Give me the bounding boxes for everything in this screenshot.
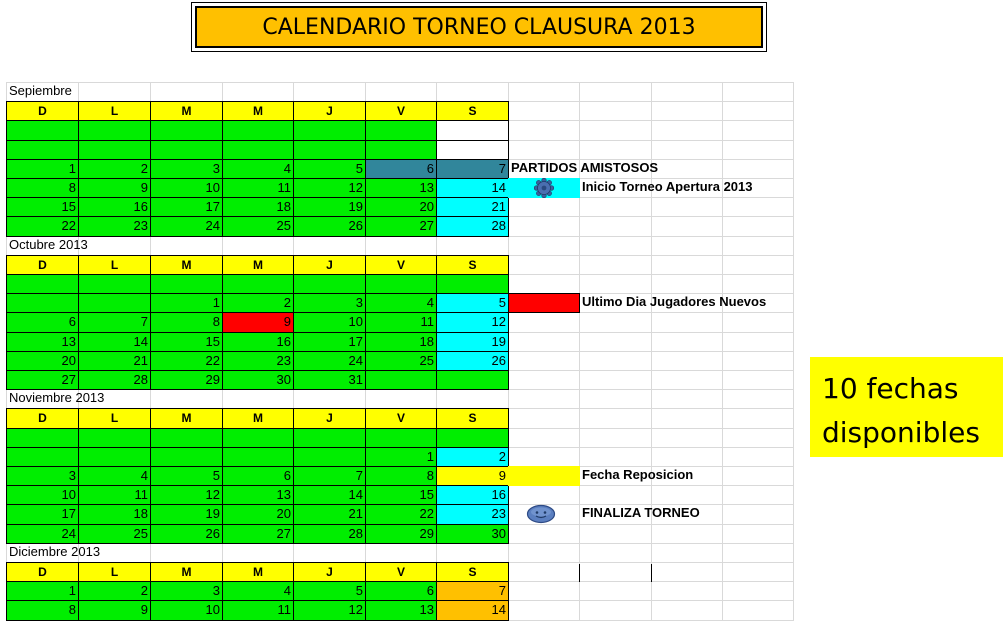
day-cell: 15 (6, 197, 79, 217)
day-header: S (436, 408, 509, 429)
day-cell: 19 (150, 504, 223, 525)
day-header: M (222, 562, 294, 582)
day-cell (365, 428, 437, 448)
day-header: D (6, 562, 79, 582)
day-cell: 28 (78, 370, 151, 390)
note-fecha-reposicion: Fecha Reposicion (582, 467, 694, 482)
day-cell: 2 (78, 581, 151, 601)
day-cell: 29 (365, 524, 437, 544)
day-cell: 23 (222, 351, 294, 371)
day-cell: 6 (222, 466, 294, 486)
day-cell: 3 (150, 581, 223, 601)
day-cell: 5 (436, 293, 509, 313)
day-cell: 12 (150, 485, 223, 505)
month-title: Octubre 2013 (9, 237, 88, 252)
day-cell: 17 (6, 504, 79, 525)
day-cell: 21 (78, 351, 151, 371)
day-cell: 28 (436, 216, 509, 237)
day-cell (293, 447, 366, 467)
day-header: V (365, 562, 437, 582)
day-cell: 21 (293, 504, 366, 525)
day-header: M (150, 562, 223, 582)
day-cell: 31 (293, 370, 366, 390)
day-cell (6, 293, 79, 313)
selected-cell (579, 564, 652, 582)
day-cell: 2 (222, 293, 294, 313)
day-cell: 16 (78, 197, 151, 217)
day-cell: 28 (293, 524, 366, 544)
day-cell: 5 (150, 466, 223, 486)
day-cell: 18 (222, 197, 294, 217)
day-cell (150, 274, 223, 294)
gear-icon (534, 178, 554, 198)
day-header: D (6, 255, 79, 275)
day-cell: 12 (293, 178, 366, 198)
day-cell: 25 (78, 524, 151, 544)
note-ultimo-dia: Ultimo Dia Jugadores Nuevos (582, 294, 767, 309)
month-title: Sepiembre (9, 83, 72, 98)
day-cell: 10 (293, 312, 366, 333)
day-cell: 6 (6, 312, 79, 333)
day-cell: 17 (293, 332, 366, 352)
day-header: V (365, 255, 437, 275)
day-cell: 14 (436, 178, 509, 198)
day-header: M (222, 408, 294, 429)
day-cell: 27 (365, 216, 437, 237)
day-cell: 13 (365, 600, 437, 621)
day-cell: 11 (222, 600, 294, 621)
day-cell: 16 (222, 332, 294, 352)
day-cell: 23 (436, 504, 509, 525)
note-finaliza-torneo: FINALIZA TORNEO (582, 505, 700, 520)
day-cell: 26 (150, 524, 223, 544)
day-cell (222, 274, 294, 294)
day-cell: 7 (436, 159, 509, 179)
day-cell (222, 120, 294, 141)
day-header: M (150, 101, 223, 121)
day-header: M (222, 101, 294, 121)
day-cell: 30 (436, 524, 509, 544)
day-cell: 6 (365, 159, 437, 179)
day-cell (436, 370, 509, 390)
day-cell: 3 (150, 159, 223, 179)
day-cell: 24 (293, 351, 366, 371)
callout-line-1: 10 fechas (822, 372, 959, 405)
day-cell (78, 274, 151, 294)
day-cell: 22 (6, 216, 79, 237)
day-cell (222, 447, 294, 467)
day-cell (222, 428, 294, 448)
day-cell: 22 (150, 351, 223, 371)
day-cell: 12 (436, 312, 509, 333)
day-cell (365, 120, 437, 141)
page-title: CALENDARIO TORNEO CLAUSURA 2013 (195, 6, 763, 48)
day-cell: 13 (365, 178, 437, 198)
day-header: L (78, 408, 151, 429)
day-cell: 14 (436, 600, 509, 621)
day-cell: 8 (150, 312, 223, 333)
day-cell (293, 120, 366, 141)
callout-box (810, 357, 1003, 457)
day-header: D (6, 101, 79, 121)
day-header: L (78, 101, 151, 121)
day-header: J (293, 562, 366, 582)
day-cell: 10 (6, 485, 79, 505)
day-cell: 20 (6, 351, 79, 371)
day-header: M (150, 408, 223, 429)
day-cell: 4 (222, 581, 294, 601)
day-cell: 11 (365, 312, 437, 333)
day-header: V (365, 408, 437, 429)
day-header: S (436, 255, 509, 275)
day-cell (150, 120, 223, 141)
day-cell: 1 (6, 159, 79, 179)
day-cell: 20 (222, 504, 294, 525)
day-cell: 16 (436, 485, 509, 505)
day-header: S (436, 562, 509, 582)
day-cell: 13 (6, 332, 79, 352)
note-partidos-amistosos: PARTIDOS AMISTOSOS (511, 160, 659, 175)
day-cell (150, 428, 223, 448)
day-cell: 1 (6, 581, 79, 601)
day-cell (6, 274, 79, 294)
day-cell: 23 (78, 216, 151, 237)
day-header: J (293, 408, 366, 429)
title-box (191, 2, 767, 52)
day-cell (365, 370, 437, 390)
day-cell (6, 428, 79, 448)
day-cell: 3 (293, 293, 366, 313)
callout-line-2: disponibles (822, 416, 980, 449)
legend-reposicion-swatch (508, 466, 580, 486)
day-cell: 5 (293, 159, 366, 179)
day-cell: 11 (222, 178, 294, 198)
day-cell (150, 140, 223, 160)
day-cell (436, 428, 509, 448)
day-cell: 26 (293, 216, 366, 237)
day-header: J (293, 255, 366, 275)
day-cell: 22 (365, 504, 437, 525)
day-cell: 25 (222, 216, 294, 237)
day-cell: 2 (436, 447, 509, 467)
day-cell: 7 (293, 466, 366, 486)
day-cell: 1 (365, 447, 437, 467)
day-cell: 4 (222, 159, 294, 179)
day-cell: 8 (365, 466, 437, 486)
day-cell: 21 (436, 197, 509, 217)
day-cell: 4 (365, 293, 437, 313)
day-cell (222, 140, 294, 160)
day-cell: 3 (6, 466, 79, 486)
day-cell: 15 (365, 485, 437, 505)
day-cell: 10 (150, 178, 223, 198)
day-cell: 25 (365, 351, 437, 371)
day-cell: 8 (6, 178, 79, 198)
smiley-icon (526, 504, 556, 524)
day-cell (78, 447, 151, 467)
day-cell (78, 120, 151, 141)
day-cell: 7 (436, 581, 509, 601)
day-cell: 4 (78, 466, 151, 486)
day-cell (365, 140, 437, 160)
day-cell: 2 (78, 159, 151, 179)
day-header: L (78, 562, 151, 582)
day-cell (436, 140, 509, 160)
day-cell: 11 (78, 485, 151, 505)
day-cell: 18 (365, 332, 437, 352)
day-cell (436, 120, 509, 141)
day-cell: 27 (222, 524, 294, 544)
day-cell: 13 (222, 485, 294, 505)
day-cell: 7 (78, 312, 151, 333)
day-cell: 9 (78, 178, 151, 198)
day-cell: 5 (293, 581, 366, 601)
day-cell (6, 447, 79, 467)
day-cell: 20 (365, 197, 437, 217)
day-cell (365, 274, 437, 294)
day-cell (6, 120, 79, 141)
day-cell: 17 (150, 197, 223, 217)
day-cell (293, 428, 366, 448)
day-cell: 15 (150, 332, 223, 352)
day-header: M (222, 255, 294, 275)
day-cell: 10 (150, 600, 223, 621)
day-cell: 26 (436, 351, 509, 371)
day-cell: 9 (436, 466, 509, 486)
day-cell (436, 274, 509, 294)
grid-line (793, 82, 794, 621)
note-inicio-torneo: Inicio Torneo Apertura 2013 (582, 179, 753, 194)
day-cell: 19 (293, 197, 366, 217)
day-header: L (78, 255, 151, 275)
day-cell: 14 (78, 332, 151, 352)
month-title: Diciembre 2013 (9, 544, 101, 559)
day-cell: 8 (6, 600, 79, 621)
day-cell: 27 (6, 370, 79, 390)
day-cell: 1 (150, 293, 223, 313)
day-header: V (365, 101, 437, 121)
day-cell (78, 293, 151, 313)
day-cell (293, 274, 366, 294)
day-cell (293, 140, 366, 160)
day-cell (150, 447, 223, 467)
day-cell: 24 (6, 524, 79, 544)
day-cell: 19 (436, 332, 509, 352)
day-cell: 29 (150, 370, 223, 390)
day-cell: 9 (222, 312, 294, 333)
day-cell: 9 (78, 600, 151, 621)
day-cell (6, 140, 79, 160)
day-header: M (150, 255, 223, 275)
day-cell: 18 (78, 504, 151, 525)
day-header: J (293, 101, 366, 121)
day-cell: 30 (222, 370, 294, 390)
day-cell (78, 428, 151, 448)
month-title: Noviembre 2013 (9, 390, 105, 405)
day-cell: 14 (293, 485, 366, 505)
day-cell: 6 (365, 581, 437, 601)
day-header: D (6, 408, 79, 429)
day-header: S (436, 101, 509, 121)
legend-ultimo-swatch (508, 293, 580, 313)
day-cell (78, 140, 151, 160)
day-cell: 24 (150, 216, 223, 237)
day-cell: 12 (293, 600, 366, 621)
